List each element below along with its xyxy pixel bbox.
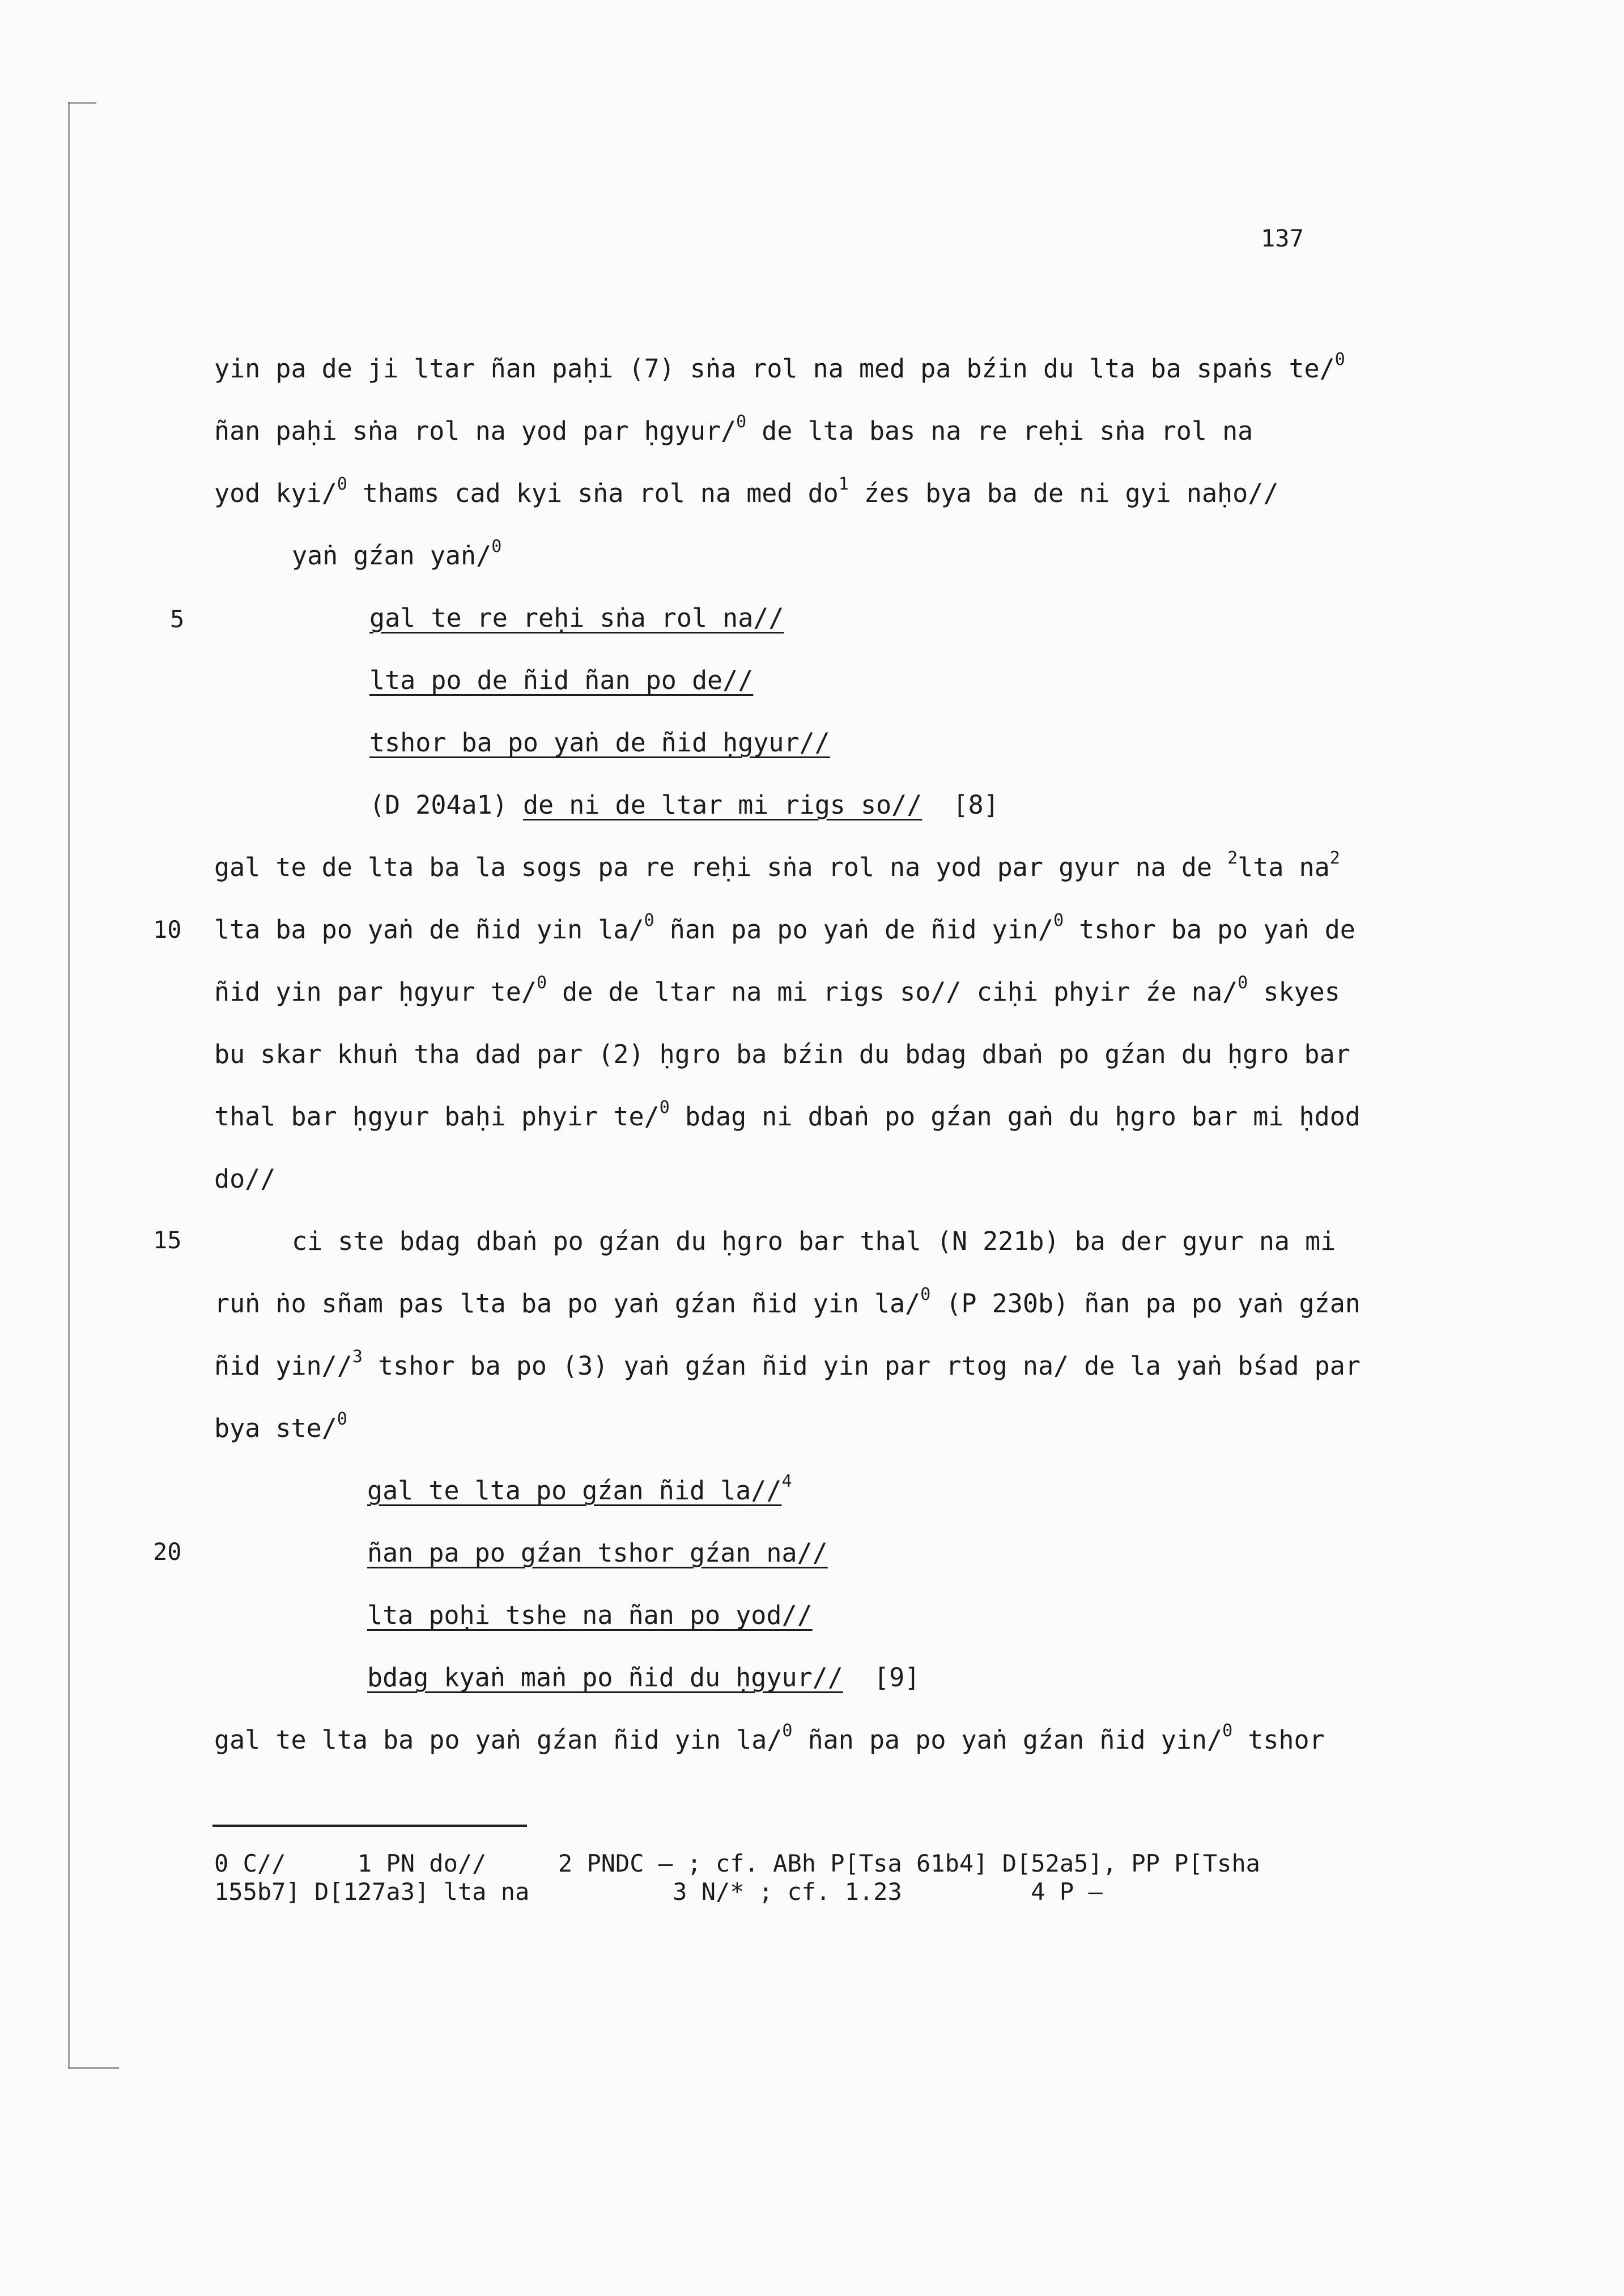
verse-line: lta poḥi tshe na ñan po yod// <box>367 1600 813 1630</box>
verse-line: gal te re reḥi sṅa rol na// <box>369 603 784 633</box>
text-line: ñid yin par ḥgyur te/$^0$ de de ltar na mi rigs so// ciḥi phyir źe na/$^0$ skyes <box>214 973 1340 1007</box>
line-number-5: 5 <box>170 605 185 633</box>
text-line: bya ste/$^0$ <box>214 1409 347 1443</box>
line-number-20: 20 <box>153 1538 182 1566</box>
text-line: gal te lta ba po yaṅ gźan ñid yin la/$^0$ ñan pa po yaṅ gźan ñid yin/$^0$ tshor <box>214 1721 1325 1755</box>
text-line: thal bar ḥgyur baḥi phyir te/$^0$ bdag ni dbaṅ po gźan gaṅ du ḥgro bar mi ḥdod <box>214 1098 1361 1132</box>
margin-bracket-bottom <box>68 2067 119 2069</box>
verse-line: (D 204a1) de ni de ltar mi rigs so// [8] <box>369 790 999 820</box>
verse-line: bdag kyaṅ maṅ po ñid du ḥgyur// [9] <box>367 1663 920 1693</box>
text-line: ruṅ ṅo sñam pas lta ba po yaṅ gźan ñid yin la/$^0$ (P 230b) ñan pa po yaṅ gźan <box>214 1285 1361 1319</box>
text-line: ci ste bdag dbaṅ po gźan du ḥgro bar thal (N 221b) ba der gyur na mi <box>292 1226 1336 1256</box>
text-line: bu skar khuṅ tha dad par (2) ḥgro ba bźin du bdag dbaṅ po gźan du ḥgro bar <box>214 1039 1350 1069</box>
footnote-rule <box>212 1825 527 1827</box>
text-line: ñid yin//$^3$ tshor ba po (3) yaṅ gźan ñid yin par rtog na/ de la yaṅ bśad par <box>214 1347 1361 1381</box>
page-number: 137 <box>1261 224 1304 252</box>
footnote-line: 0 C// 1 PN do// 2 PNDC — ; cf. ABh P[Tsa 61b4] D[52a5], PP P[Tsha <box>214 1849 1260 1877</box>
footnote-line: 155b7] D[127a3] lta na 3 N/* ; cf. 1.23 4 P — <box>214 1878 1103 1906</box>
margin-bracket-top <box>68 102 96 104</box>
line-number-15: 15 <box>153 1226 182 1254</box>
line-number-10: 10 <box>153 916 182 943</box>
verse-line: gal te lta po gźan ñid la//$^4$ <box>367 1472 792 1506</box>
text-line: lta ba po yaṅ de ñid yin la/$^0$ ñan pa po yaṅ de ñid yin/$^0$ tshor ba po yaṅ de <box>214 911 1355 945</box>
verse-line: lta po de ñid ñan po de// <box>369 665 754 695</box>
text-line: do// <box>214 1164 276 1194</box>
text-line: yin pa de ji ltar ñan paḥi (7) sṅa rol na med pa bźin du lta ba spaṅs te/$^0$ <box>214 350 1345 384</box>
text-line: yaṅ gźan yaṅ/$^0$ <box>292 537 502 571</box>
text-line: yod kyi/$^0$ thams cad kyi sṅa rol na med $do^1$ źes bya ba de ni gyi naḥo// <box>214 474 1279 508</box>
margin-bracket <box>68 102 70 2068</box>
verse-line: tshor ba po yaṅ de ñid ḥgyur// <box>369 728 830 758</box>
text-line: ñan paḥi sṅa rol na yod par ḥgyur/$^0$ de lta bas na re reḥi sṅa rol na <box>214 412 1253 446</box>
verse-line: ñan pa po gźan tshor gźan na// <box>367 1538 828 1568</box>
text-line: gal te de lta ba la sogs pa re reḥi sṅa rol na yod par gyur na de $^2$lta $na^2$ <box>214 848 1340 882</box>
